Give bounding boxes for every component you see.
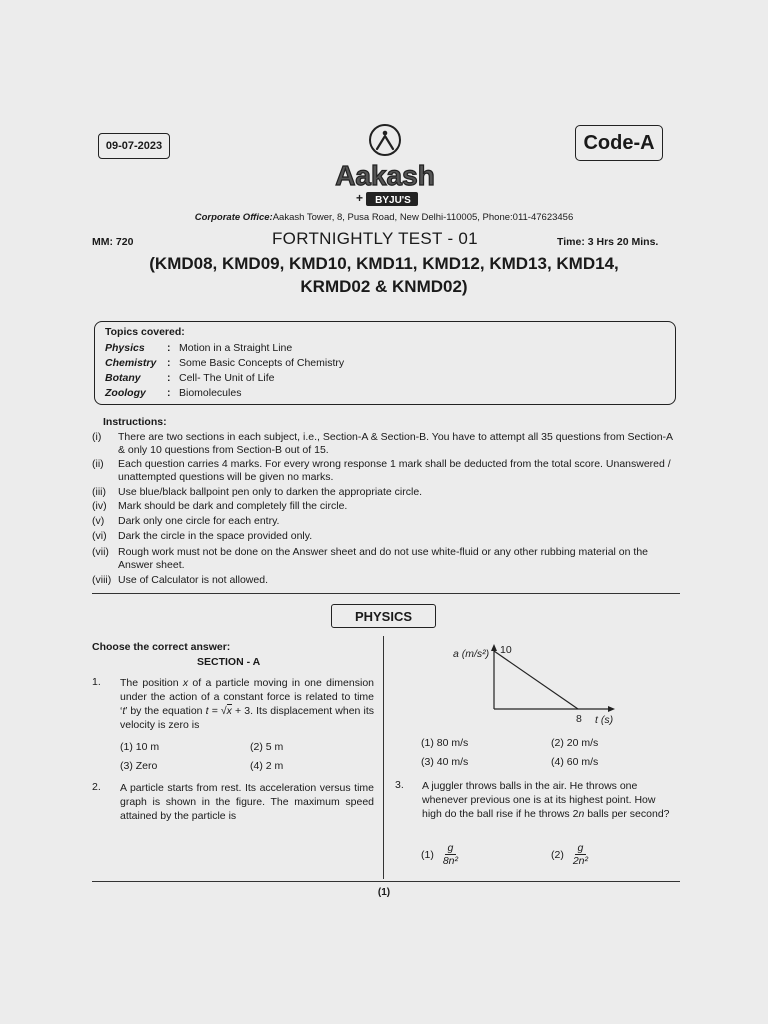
- option-1[interactable]: (1) 80 m/s: [421, 737, 469, 749]
- topic-subject: Chemistry: [105, 357, 157, 369]
- footer-divider: [92, 881, 680, 882]
- instruction-text: Use blue/black ballpoint pen only to darken the appropriate circle.: [118, 486, 423, 498]
- topic-subject: Physics: [105, 342, 145, 354]
- instruction-number: (i): [92, 431, 102, 443]
- graph-svg: [420, 638, 640, 728]
- logo-partner-text: BYJU'S: [375, 195, 411, 206]
- instructions-title: Instructions:: [103, 416, 167, 428]
- instruction-text: Rough work must not be done on the Answer sheet and do not use white-fluid or any other rubbing material on the Answer sheet.: [118, 546, 648, 571]
- choose-answer-label: Choose the correct answer:: [92, 641, 231, 653]
- topic-name: Some Basic Concepts of Chemistry: [179, 357, 345, 369]
- option-label: (2): [551, 848, 564, 861]
- instruction-text: Dark the circle in the space provided only.: [118, 530, 313, 542]
- svg-text:+: +: [356, 191, 364, 205]
- topic-colon: :: [167, 357, 171, 369]
- topics-box: [94, 321, 676, 405]
- question-2-text: A particle starts from rest. Its acceleration versus time graph is shown in the figure. The maximum speed attained by the particle is: [120, 782, 374, 822]
- option-2[interactable]: [551, 842, 591, 867]
- instruction-text: Mark should be dark and completely fill the circle.: [118, 500, 348, 512]
- fraction: $\frac{g}{\text{2n²}}$: [572, 842, 589, 867]
- option-4[interactable]: (4) 60 m/s: [551, 756, 599, 768]
- instruction-number: (ii): [92, 458, 104, 470]
- max-marks: MM: 720: [92, 236, 134, 248]
- topic-name: Cell- The Unit of Life: [179, 372, 275, 384]
- logo-graphic: [318, 122, 452, 214]
- option-1[interactable]: (1) 10 m: [120, 741, 160, 753]
- option-3[interactable]: (3) 40 m/s: [421, 756, 469, 768]
- x-axis-arrow: [608, 706, 615, 712]
- instruction-number: (vi): [92, 530, 107, 542]
- instruction-number: (viii): [92, 574, 112, 586]
- column-divider: [383, 636, 384, 879]
- option-2[interactable]: (2) 20 m/s: [551, 737, 599, 749]
- instruction-number: (vii): [92, 546, 109, 558]
- option-1[interactable]: [421, 842, 461, 867]
- y-axis-label: a (m/s²): [453, 648, 490, 660]
- topics-title: Topics covered:: [105, 326, 185, 338]
- instruction-text: Use of Calculator is not allowed.: [118, 574, 268, 586]
- code-box: Code-A: [575, 125, 663, 161]
- option-2[interactable]: (2) 5 m: [250, 741, 284, 753]
- course-codes-line2: KRMD02 & KNMD02): [300, 277, 468, 296]
- aakash-logo: [318, 122, 452, 214]
- instruction-text: Each question carries 4 marks. For every wrong response 1 mark shall be deducted from the total score. Unanswered / unattempted questions will be given no marks.: [118, 458, 671, 483]
- x-axis-label: t (s): [595, 714, 614, 726]
- option-label: (1): [421, 848, 434, 861]
- date-box: 09-07-2023: [98, 133, 170, 159]
- x-value-label: 8: [576, 713, 582, 725]
- course-codes-line1: (KMD08, KMD09, KMD10, KMD11, KMD12, KMD13, KMD14,: [149, 254, 619, 273]
- topic-colon: :: [167, 372, 171, 384]
- corporate-text: Aakash Tower, 8, Pusa Road, New Delhi-110005, Phone:011-47623456: [272, 212, 574, 223]
- instruction-number: (iv): [92, 500, 107, 512]
- subject-heading: PHYSICS: [331, 604, 436, 628]
- page-number: (1): [377, 887, 391, 898]
- y-axis-arrow: [491, 644, 497, 651]
- instruction-text: There are two sections in each subject, i.e., Section-A & Section-B. You have to attempt all 35 questions from Section-A & only 10 questions from Section-B out of 15.: [118, 431, 673, 456]
- question-number: 3.: [395, 779, 404, 791]
- corporate-label: Corporate Office:: [194, 212, 273, 223]
- logo-brand-text: Aakash: [335, 160, 435, 191]
- question-1-text: The position x of a particle moving in one dimension under the action of a constant force is related to time ‘t’ by the equation t = √x + 3. Its displacement when its velocity is zero is: [120, 677, 374, 731]
- question-3-text: A juggler throws balls in the air. He throws one whenever previous one is at its highest point. How high do the ball rise if he throws 2n balls per second?: [422, 780, 670, 820]
- option-4[interactable]: (4) 2 m: [250, 760, 284, 772]
- topic-subject: Zoology: [105, 387, 146, 399]
- topic-colon: :: [167, 387, 171, 399]
- y-value-label: 10: [500, 644, 512, 656]
- corporate-office: [0, 212, 768, 223]
- acceleration-line: [494, 651, 578, 709]
- sqrt-sign: √: [220, 705, 227, 717]
- equation-radicand: x: [226, 705, 232, 717]
- topic-colon: :: [167, 342, 171, 354]
- question-number: 2.: [92, 781, 101, 793]
- question-number: 1.: [92, 676, 101, 688]
- topic-subject: Botany: [105, 372, 141, 384]
- option-3[interactable]: (3) Zero: [120, 760, 158, 772]
- instruction-number: (v): [92, 515, 105, 527]
- section-label: SECTION - A: [197, 656, 261, 668]
- equation-lhs: t =: [205, 705, 221, 717]
- test-title: FORTNIGHTLY TEST - 01: [272, 229, 478, 248]
- acceleration-time-graph: [420, 638, 640, 728]
- instruction-number: (iii): [92, 486, 106, 498]
- topic-name: Biomolecules: [179, 387, 242, 399]
- topic-name: Motion in a Straight Line: [179, 342, 293, 354]
- instruction-text: Dark only one circle for each entry.: [118, 515, 280, 527]
- time-duration: Time: 3 Hrs 20 Mins.: [557, 236, 659, 248]
- fraction: $\frac{g}{\text{8n²}}$: [442, 842, 459, 867]
- divider: [92, 593, 680, 594]
